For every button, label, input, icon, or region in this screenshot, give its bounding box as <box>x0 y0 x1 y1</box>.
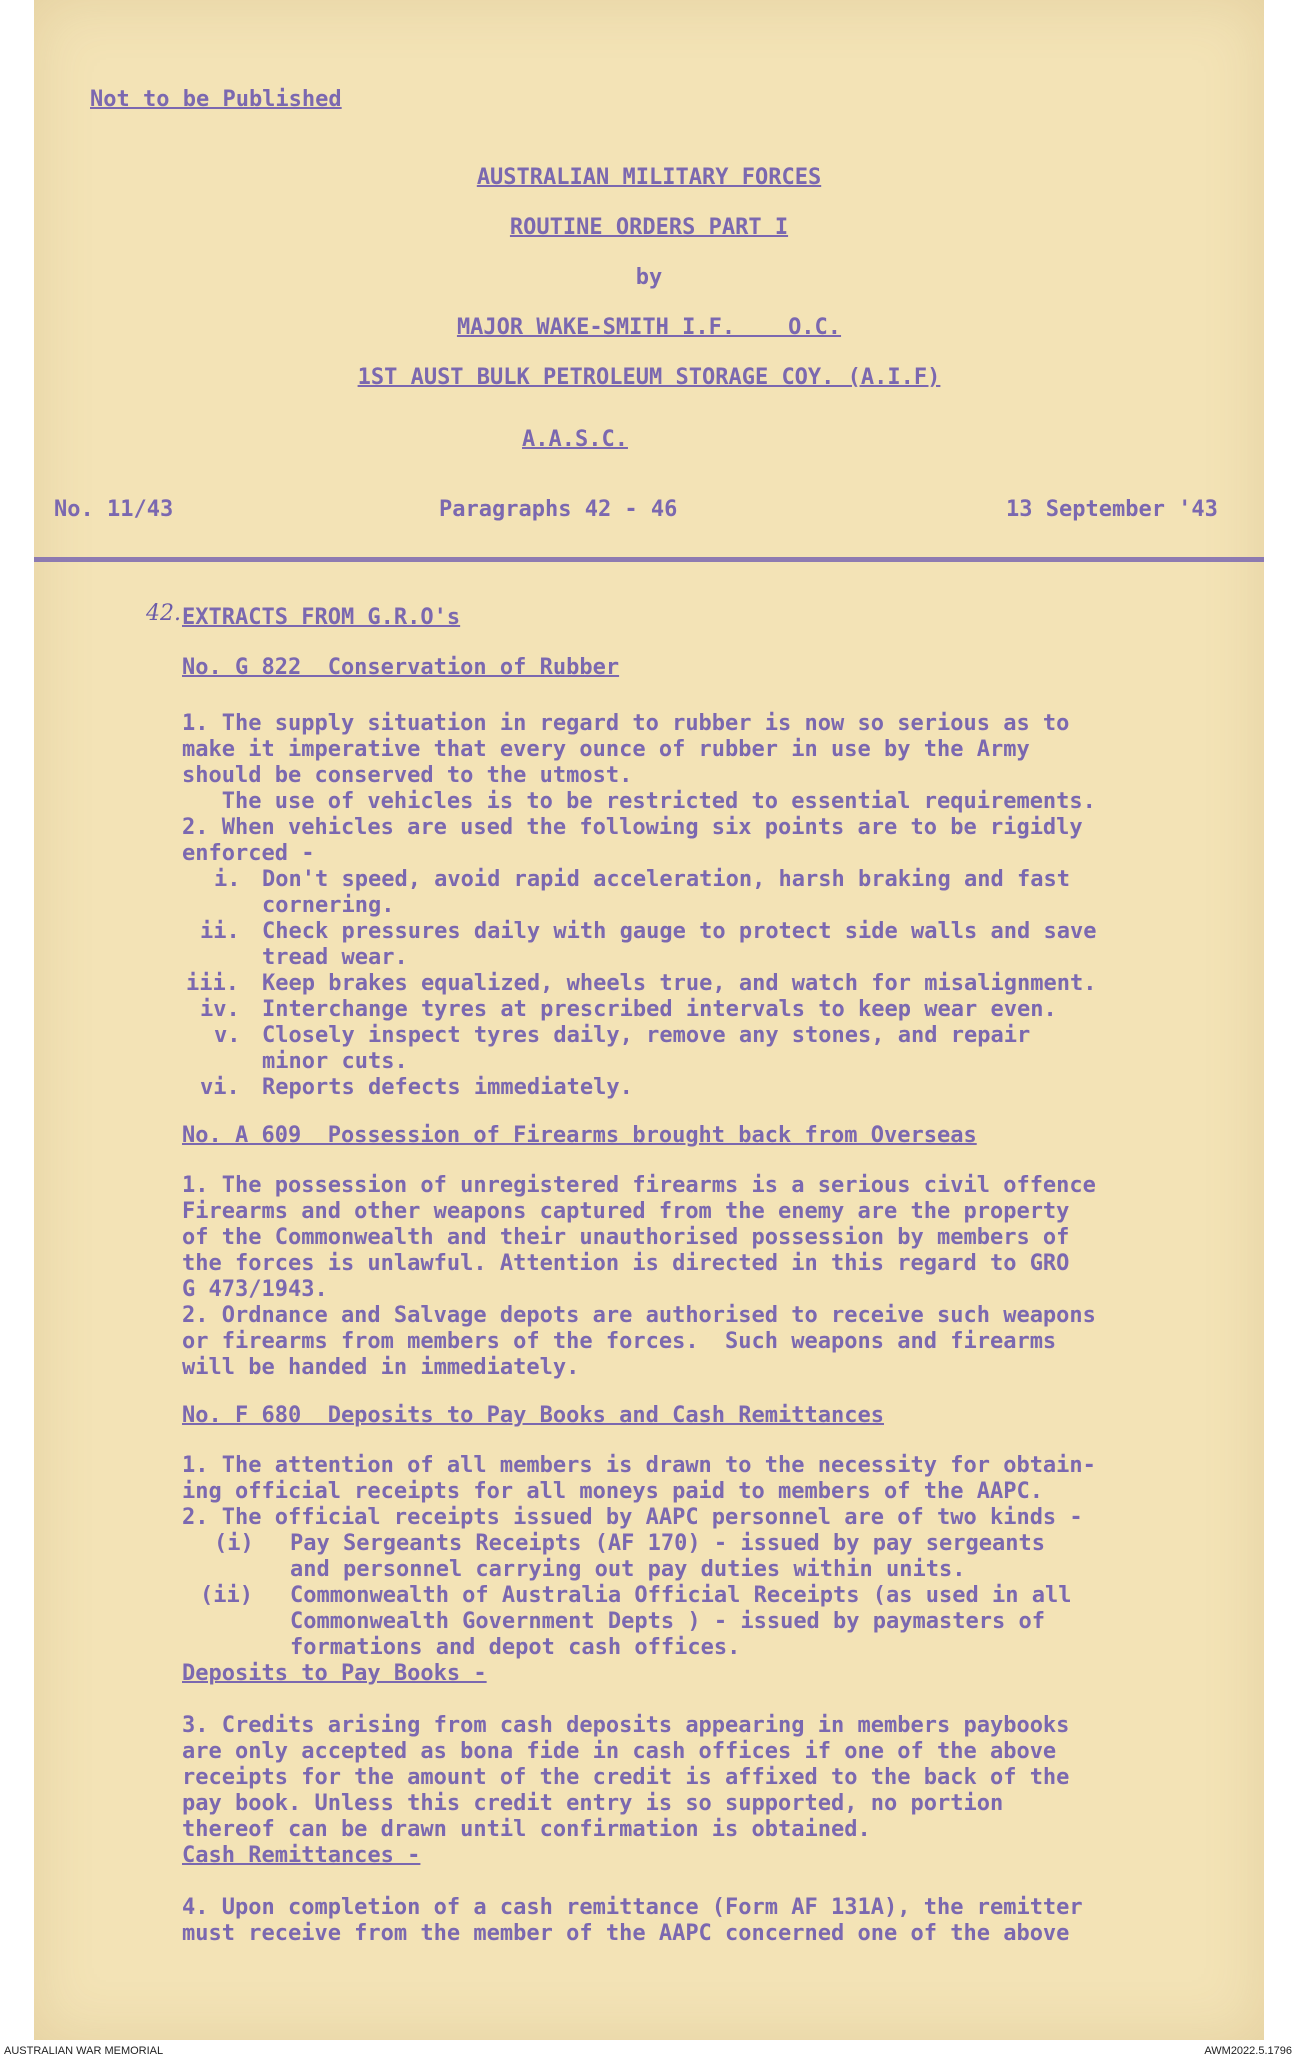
rubber-para-1-line-3: should be conserved to the utmost. <box>182 763 633 788</box>
corps-line: A.A.S.C. <box>522 427 628 452</box>
section-heading-deposits: No. F 680 Deposits to Pay Books and Cash Remittances <box>182 1403 884 1428</box>
subheading-deposits-to-pay-books: Deposits to Pay Books - <box>182 1661 487 1686</box>
deposits-para-3-line: receipts for the amount of the credit is affixed to the back of the <box>182 1765 1070 1790</box>
paragraph-range: Paragraphs 42 - 46 <box>439 497 678 522</box>
extracts-title: EXTRACTS FROM G.R.O's <box>182 605 461 630</box>
rubber-item-text: tread wear. <box>262 945 408 970</box>
rubber-para-2-line-2: enforced - <box>182 841 315 866</box>
rubber-para-1-line-2: make it imperative that every ounce of rubber in use by the Army <box>182 737 1030 762</box>
firearms-para-2-line: or firearms from members of the forces. Such weapons and firearms <box>182 1329 1057 1354</box>
orders-title: ROUTINE ORDERS PART I <box>509 215 789 240</box>
deposits-para-4-line: must receive from the member of the AAPC concerned one of the above <box>182 1921 1070 1946</box>
deposits-para-1-line: 1. The attention of all members is drawn to the necessity for obtain- <box>182 1453 1096 1478</box>
deposits-para-3-line: pay book. Unless this credit entry is so supported, no portion <box>182 1791 1004 1816</box>
handwritten-paragraph-number: 42. <box>146 601 181 626</box>
rubber-para-2-line-1: 2. When vehicles are used the following six points are to be rigidly <box>182 815 1083 840</box>
deposits-para-3-line: 3. Credits arising from cash deposits appearing in members paybooks <box>182 1713 1070 1738</box>
firearms-para-1-line: of the Commonwealth and their unauthorised possession by members of <box>182 1225 1070 1250</box>
section-heading-firearms: No. A 609 Possession of Firearms brought back from Overseas <box>182 1123 977 1148</box>
rubber-item-num: v. <box>214 1023 241 1048</box>
rubber-item-text: Keep brakes equalized, wheels true, and watch for misalignment. <box>262 971 1097 996</box>
footer-source: AUSTRALIAN WAR MEMORIAL <box>4 2045 164 2057</box>
deposits-para-2: 2. The official receipts issued by AAPC personnel are of two kinds - <box>182 1505 1083 1530</box>
rubber-item-num: iv. <box>200 997 240 1022</box>
firearms-para-1-line: Firearms and other weapons captured from the enemy are the property <box>182 1199 1070 1224</box>
rubber-item-num: i. <box>214 867 241 892</box>
rubber-item-num: vi. <box>200 1075 240 1100</box>
order-number: No. 11/43 <box>54 497 174 522</box>
header-rule <box>34 557 1264 562</box>
rubber-item-num: ii. <box>200 919 240 944</box>
firearms-para-2-line: 2. Ordnance and Salvage depots are authorised to receive such weapons <box>182 1303 1096 1328</box>
rubber-item-text: cornering. <box>262 893 395 918</box>
receipt-item-num: (i) <box>214 1531 254 1556</box>
rubber-item-num: iii. <box>186 971 239 996</box>
rubber-para-1b: The use of vehicles is to be restricted to essential requirements. <box>182 789 1096 814</box>
receipt-item-text: Commonwealth of Australia Official Receipts (as used in all <box>290 1583 1072 1608</box>
not-published-label: Not to be Published <box>90 87 342 112</box>
unit-line: 1ST AUST BULK PETROLEUM STORAGE COY. (A.I.F) <box>357 365 941 390</box>
org-title: AUSTRALIAN MILITARY FORCES <box>476 165 822 190</box>
receipt-item-num: (ii) <box>200 1583 253 1608</box>
deposits-para-4-line: 4. Upon completion of a cash remittance (Form AF 131A), the remitter <box>182 1895 1083 1920</box>
rubber-para-1-line-1: 1. The supply situation in regard to rubber is now so serious as to <box>182 711 1070 736</box>
receipt-item-text: Commonwealth Government Depts ) - issued by paymasters of <box>290 1609 1045 1634</box>
rubber-item-text: Closely inspect tyres daily, remove any stones, and repair <box>262 1023 1031 1048</box>
firearms-para-1-line: 1. The possession of unregistered firearms is a serious civil offence <box>182 1173 1096 1198</box>
footer-accession: AWM2022.5.1796 <box>1204 2045 1292 2057</box>
deposits-para-3-line: thereof can be drawn until confirmation is obtained. <box>182 1817 871 1842</box>
deposits-para-3-line: are only accepted as bona fide in cash offices if one of the above <box>182 1739 1057 1764</box>
order-date: 13 September '43 <box>1006 497 1218 522</box>
receipt-item-text: formations and depot cash offices. <box>290 1635 741 1660</box>
rubber-item-text: Reports defects immediately. <box>262 1075 633 1100</box>
document-page <box>34 0 1264 2040</box>
subheading-cash-remittances: Cash Remittances - <box>182 1843 421 1868</box>
firearms-para-2-line: will be handed in immediately. <box>182 1355 580 1380</box>
rubber-item-text: minor cuts. <box>262 1049 408 1074</box>
receipt-item-text: Pay Sergeants Receipts (AF 170) - issued by pay sergeants <box>290 1531 1045 1556</box>
by-line: by <box>635 265 663 290</box>
firearms-para-1-line: the forces is unlawful. Attention is directed in this regard to GRO <box>182 1251 1070 1276</box>
rubber-item-text: Don't speed, avoid rapid acceleration, harsh braking and fast <box>262 867 1070 892</box>
rubber-item-text: Check pressures daily with gauge to protect side walls and save <box>262 919 1097 944</box>
receipt-item-text: and personnel carrying out pay duties within units. <box>290 1557 966 1582</box>
rubber-item-text: Interchange tyres at prescribed intervals to keep wear even. <box>262 997 1057 1022</box>
deposits-para-1-line: ing official receipts for all moneys paid to members of the AAPC. <box>182 1479 1043 1504</box>
section-heading-rubber: No. G 822 Conservation of Rubber <box>182 655 620 680</box>
firearms-para-1-line: G 473/1943. <box>182 1277 328 1302</box>
officer-line: MAJOR WAKE-SMITH I.F. O.C. <box>456 315 842 340</box>
